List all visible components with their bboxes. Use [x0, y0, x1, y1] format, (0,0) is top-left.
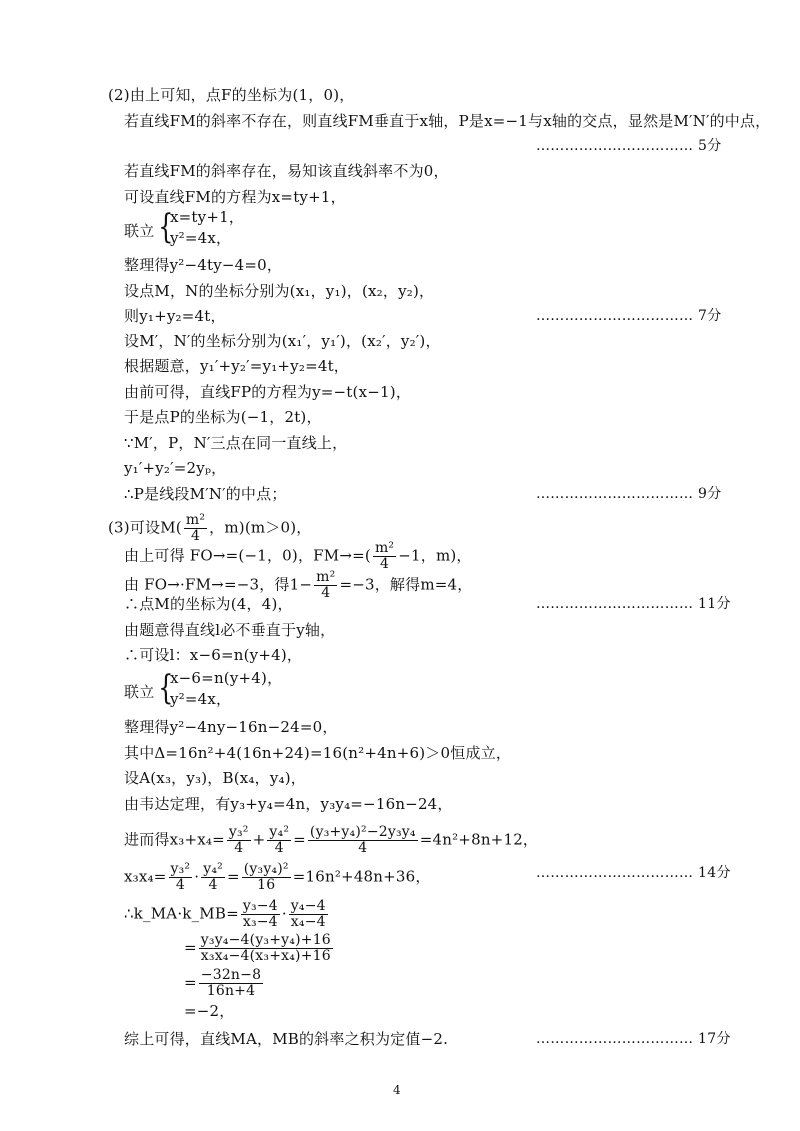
sum-y1-y2: 则y₁+y₂=4t，	[124, 307, 226, 325]
page-number: 4	[393, 1083, 401, 1097]
vectors-fo-fm: 由上可得 FO→=(−1，0)，FM→=( $\frac{\text{m²}}{4}$ −1，m)，	[124, 540, 472, 572]
line-fm-equation: 可设直线FM的方程为x=ty+1，	[124, 188, 346, 206]
part2-intro: (2)由上可知，点F的坐标为(1，0)，	[108, 86, 355, 104]
sum-x3-x4: 进而得x₃+x₄= $\frac{\text{y₃²}}{4}$ + $\frac{\text{y₄²}}{4}$ = $\frac{\text{(y₃+y₄)²−2y₃y₄}}{4}$ =4n²+8n+12，	[124, 824, 539, 856]
line-fp-equation: 由前可得，直线FP的方程为y=−t(x−1)，	[124, 383, 412, 401]
system2-brace: {	[158, 668, 174, 708]
line-l-note: 由题意得直线l必不垂直于y轴，	[124, 621, 336, 639]
mn-coordinates: 设点M，N的坐标分别为(x₁，y₁)，(x₂，y₂)，	[124, 282, 435, 300]
score-11: …………………………… 11分	[536, 596, 731, 612]
collinear: ∵M′，P，N′三点在同一直线上，	[124, 434, 348, 452]
system-eq-2: y²=4x，	[170, 229, 232, 247]
prime-sum: 根据题意，y₁′+y₂′=y₁+y₂=4t，	[124, 357, 350, 375]
system2-eq-1: x−6=n(y+4)，	[170, 669, 283, 687]
quadratic-n: 整理得y²−4ny−16n−24=0，	[124, 718, 338, 736]
system2-eq-2: y²=4x，	[170, 690, 232, 708]
score-14: …………………………… 14分	[536, 865, 731, 881]
case-slope-undefined: 若直线FM的斜率不存在，则直线FM垂直于x轴，P是x=−1与x轴的交点，显然是M′N′的中点，	[124, 112, 771, 130]
point-m: ∴点M的坐标为(4，4)，	[124, 595, 293, 613]
vieta: 由韦达定理，有y₃+y₄=4n，y₃y₄=−16n−24，	[124, 795, 453, 813]
system-eq-1: x=ty+1，	[170, 208, 245, 226]
slope-step-2: = $\frac{\text{y₃y₄−4(y₃+y₄)+16}}{\text{x₃x₄−4(x₃+x₄)+16}}$	[184, 932, 331, 964]
slope-product: ∴k_MA·k_MB= $\frac{\text{y₃−4}}{\text{x₃−4}}$ · $\frac{\text{y₄−4}}{\text{x₄−4}}$	[124, 898, 326, 930]
midpoint-relation: y₁′+y₂′=2yₚ，	[124, 459, 227, 477]
slope-step-3: = $\frac{-32n-8}{16n+4}$	[184, 967, 262, 999]
score-17: …………………………… 17分	[536, 1031, 731, 1047]
score-5: …………………………… 5分	[536, 138, 722, 154]
product-x3-x4: x₃x₄= $\frac{\text{y₃²}}{4}$ · $\frac{\text{y₄²}}{4}$ = $\frac{\text{(y₃y₄)²}}{16}$ =16n²+48n+36，	[124, 861, 431, 893]
system-label: 联立	[124, 222, 155, 240]
conclusion: 综上可得，直线MA，MB的斜率之积为定值−2.	[124, 1030, 449, 1048]
dot-product: 由 FO→·FM→=−3，得1− $\frac{\text{m²}}{4}$ =−3，解得m=4，	[124, 569, 473, 601]
point-p: 于是点P的坐标为(−1，2t)，	[124, 408, 322, 426]
case-slope-exists: 若直线FM的斜率存在，易知该直线斜率不为0，	[124, 162, 449, 180]
discriminant: 其中Δ=16n²+4(16n+24)=16(n²+4n+6)＞0恒成立，	[124, 744, 512, 762]
score-7: …………………………… 7分	[536, 308, 722, 324]
system2-label: 联立	[124, 683, 155, 701]
slope-result: =−2，	[184, 1002, 235, 1020]
part3-intro: (3)可设M( $\frac{\text{m²}}{4}$ ，m)(m＞0)，	[108, 512, 312, 544]
mn-prime-coordinates: 设M′，N′的坐标分别为(x₁′，y₁′)，(x₂′，y₂′)，	[124, 332, 441, 350]
ab-coordinates: 设A(x₃，y₃)，B(x₄，y₄)，	[124, 769, 306, 787]
p-is-midpoint: ∴P是线段M′N′的中点；	[124, 485, 287, 503]
quadratic-t: 整理得y²−4ty−4=0，	[124, 256, 283, 274]
system-brace: {	[158, 207, 174, 247]
line-l-equation: ∴可设l：x−6=n(y+4)，	[124, 646, 303, 664]
score-9: …………………………… 9分	[536, 486, 722, 502]
